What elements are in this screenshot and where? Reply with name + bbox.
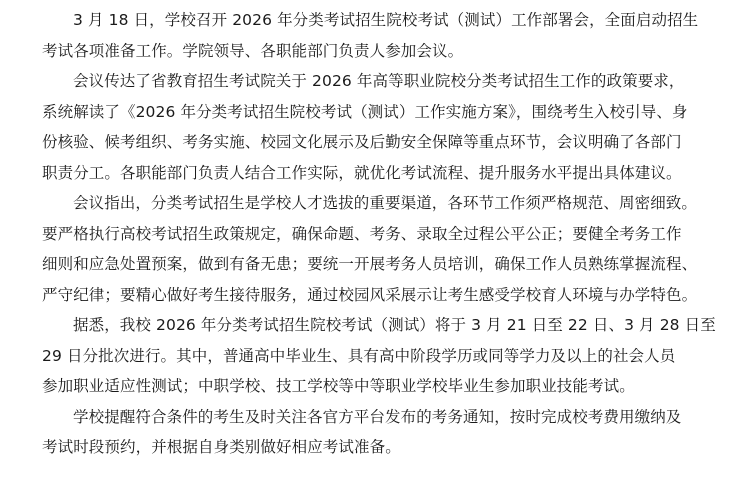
paragraph-line: 据悉，我校 2026 年分类考试招生院校考试（测试）将于 3 月 21 日至 22 日、3 月 28 日至: [73, 316, 716, 334]
article-body: [42, 5, 742, 463]
paragraph-line: 29 日分批次进行。其中，普通高中毕业生、具有高中阶段学历或同等学力及以上的社会人员: [42, 346, 676, 365]
paragraph-line: 系统解读了《2026 年分类考试招生院校考试（测试）工作实施方案》，围绕考生入校引导、身: [42, 102, 688, 121]
paragraph-line: 参加职业适应性测试；中职学校、技工学校等中等职业学校毕业生参加职业技能考试。: [42, 377, 635, 395]
paragraph-line: 考试时段预约，并根据自身类别做好相应考试准备。: [42, 438, 401, 456]
paragraph-line: 会议传达了省教育招生考试院关于 2026 年高等职业院校分类考试招生工作的政策要求，: [73, 72, 685, 90]
paragraph-5: [42, 402, 742, 463]
paragraph-line: 要严格执行高校考试招生政策规定，确保命题、考务、录取全过程公平公正；要健全考务工作: [42, 224, 682, 243]
paragraph-3: [42, 188, 742, 310]
paragraph-line: 学校提醒符合条件的考生及时关注各官方平台发布的考务通知，按时完成校考费用缴纳及: [73, 407, 682, 426]
paragraph-2: [42, 66, 742, 188]
paragraph-4: [42, 310, 742, 402]
paragraph-line: 份核验、候考组织、考务实施、校园文化展示及后勤安全保障等重点环节，会议明确了各部门: [42, 133, 682, 151]
paragraph-line: 职责分工。各职能部门负责人结合工作实际，就优化考试流程、提升服务水平提出具体建议。: [42, 163, 682, 182]
paragraph-line: 严守纪律；要精心做好考生接待服务，通过校园风采展示让考生感受学校育人环境与办学特色。: [42, 285, 698, 304]
paragraph-1: [42, 5, 742, 66]
paragraph-line: 会议指出，分类考试招生是学校人才选拔的重要渠道，各环节工作须严格规范、周密细致。: [73, 194, 698, 212]
paragraph-line: 细则和应急处置预案，做到有备无患；要统一开展考务人员培训，确保工作人员熟练掌握流程、: [42, 255, 698, 273]
paragraph-line: 考试各项准备工作。学院领导、各职能部门负责人参加会议。: [42, 41, 464, 60]
paragraph-line: 3 月 18 日，学校召开 2026 年分类考试招生院校考试（测试）工作部署会，全面启动招生: [73, 11, 699, 29]
